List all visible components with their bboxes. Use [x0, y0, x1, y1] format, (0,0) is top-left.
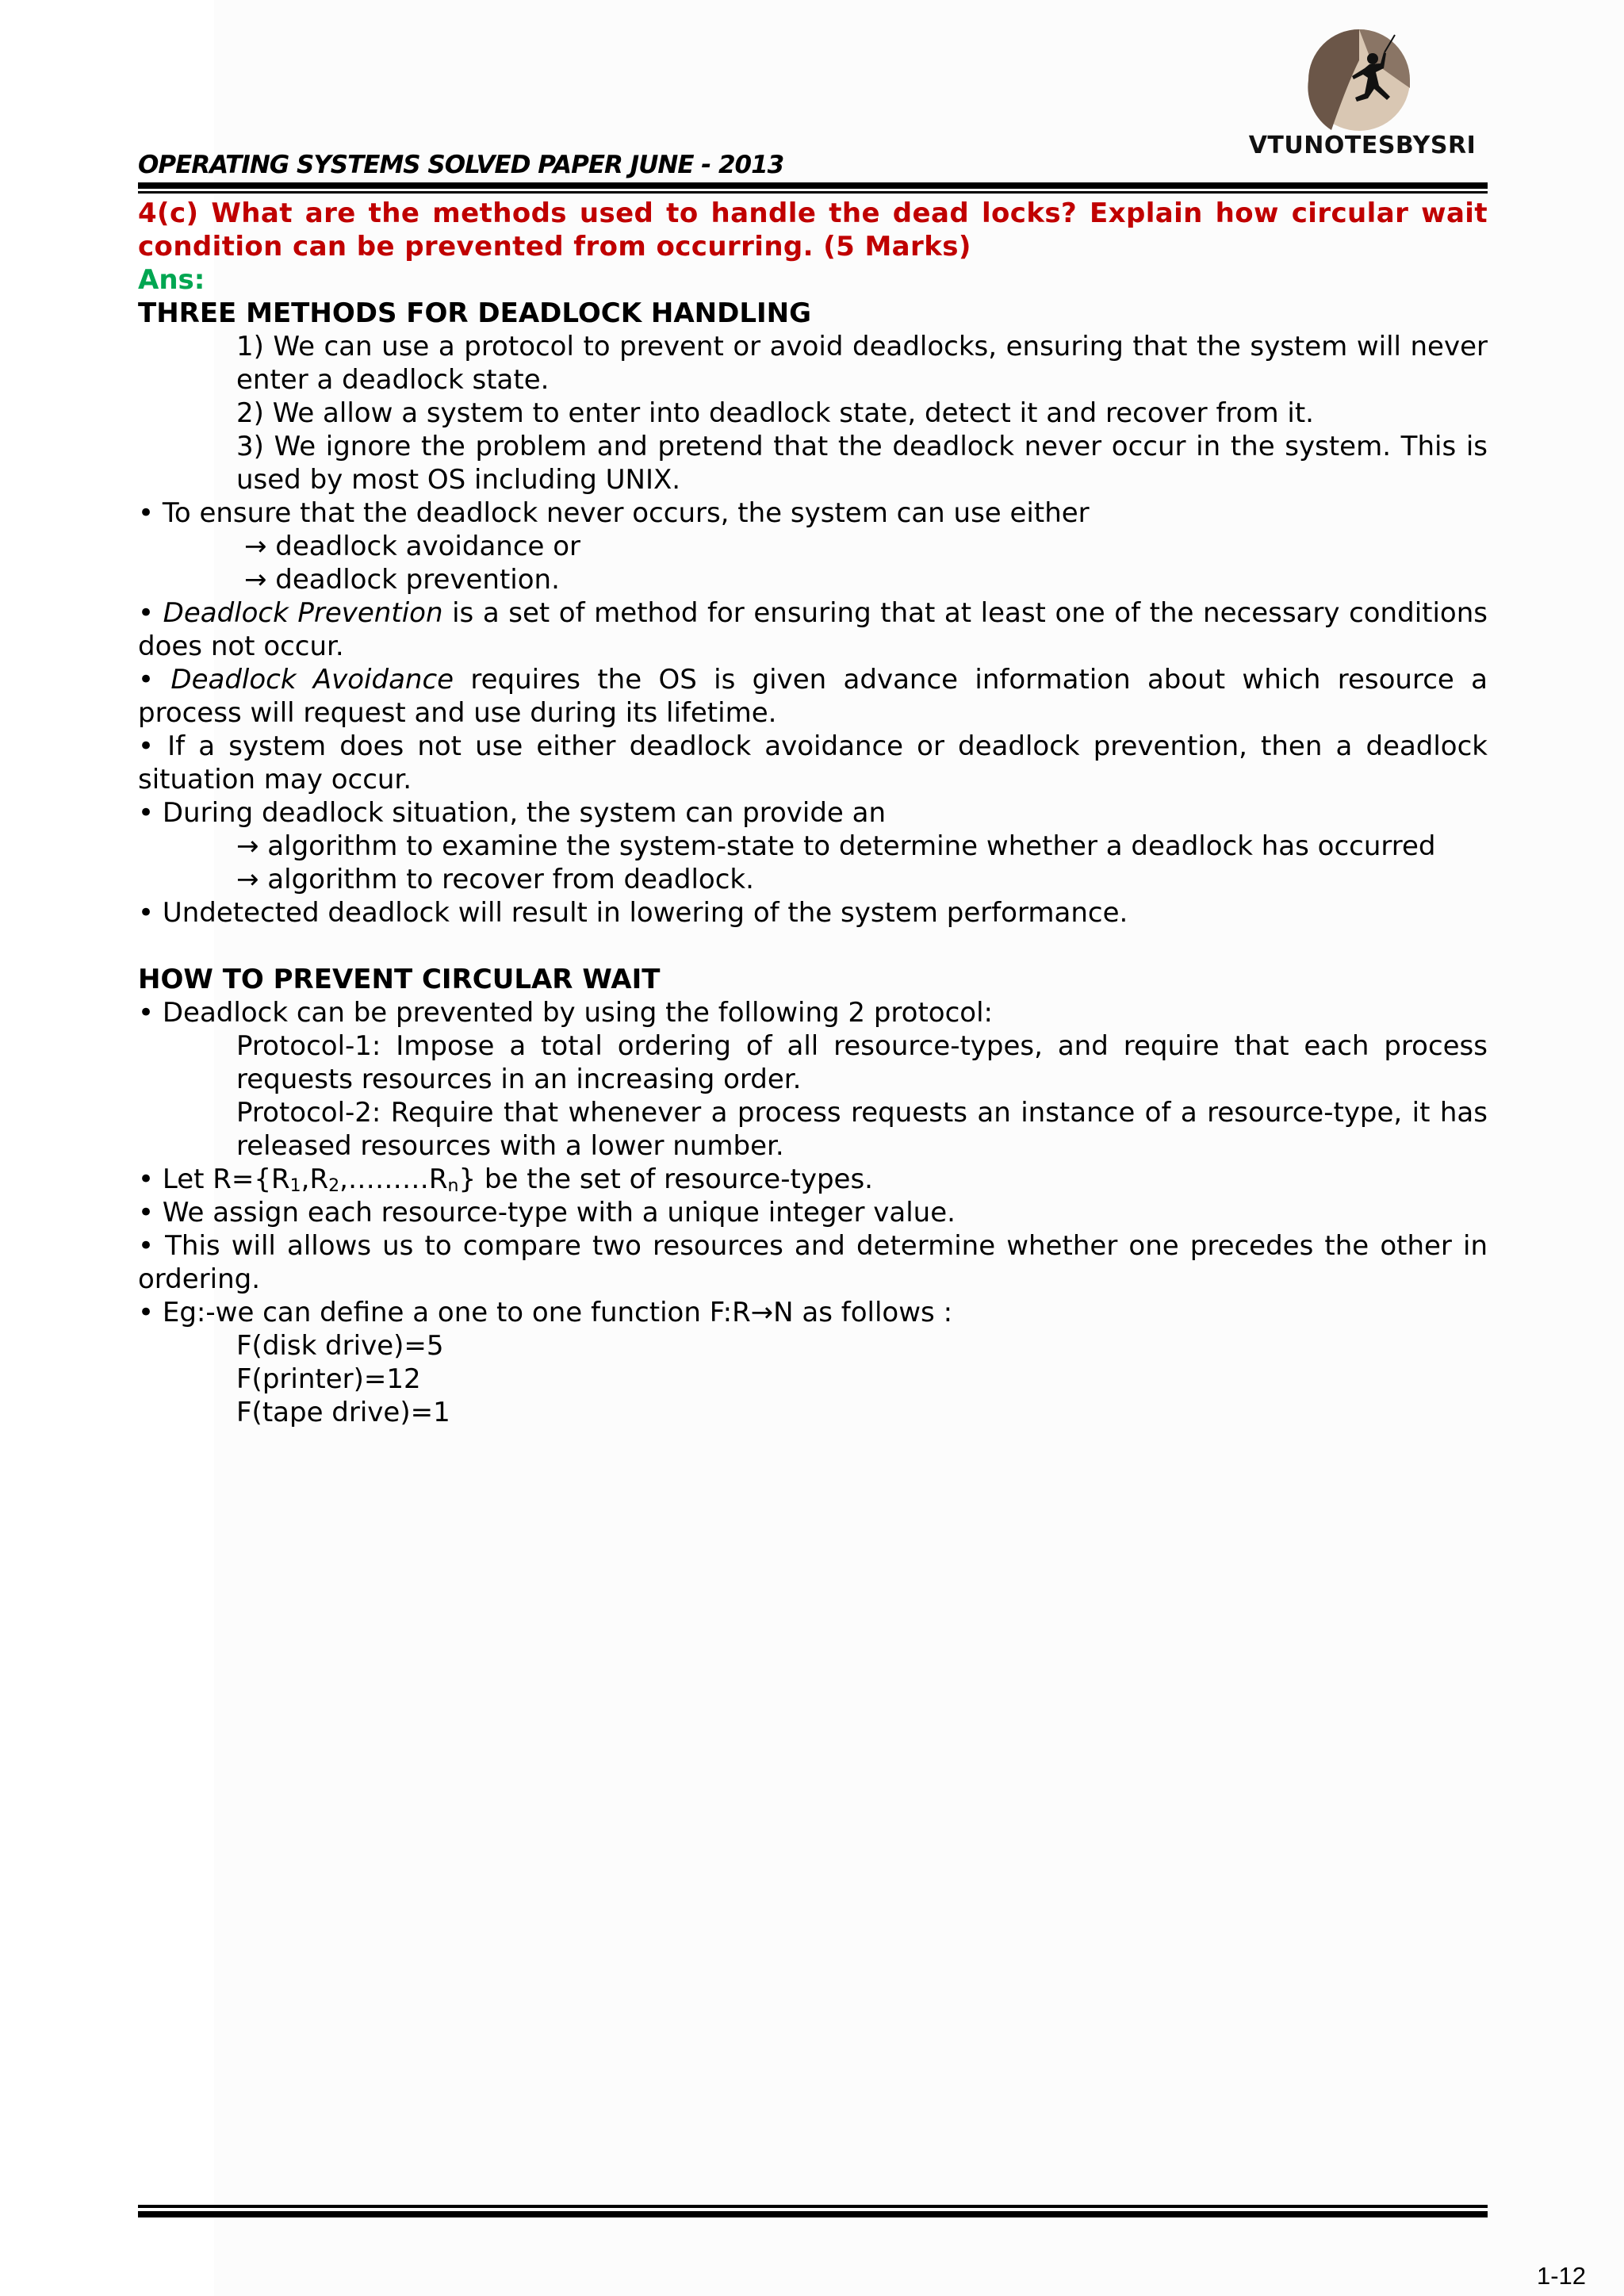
- let-mid-2: ,………R: [339, 1163, 448, 1195]
- header-title: OPERATING SYSTEMS SOLVED PAPER JUNE - 2013: [138, 151, 784, 179]
- bullet-example: • Eg:-we can define a one to one function F:R→N as follows :: [138, 1297, 953, 1328]
- bullet-let-r: [138, 1163, 1488, 1196]
- bullet-during: • During deadlock situation, the system can provide an: [138, 797, 887, 829]
- method-item-3: 3) We ignore the problem and pretend that the deadlock never occur in the system. This is used by most OS including UNIX.: [236, 431, 1488, 496]
- spacer: [138, 930, 1488, 963]
- bullet-avoidance: • Deadlock Avoidance requires the OS is given advance information about which resource a process will request and use during its lifetime.: [138, 664, 1488, 729]
- let-prefix: • Let R={R: [138, 1163, 290, 1195]
- protocol-1: Protocol-1: Impose a total ordering of all resource-types, and require that each process requests resources in an increasing order.: [236, 1030, 1488, 1095]
- term-deadlock-prevention: Deadlock Prevention: [163, 597, 443, 629]
- bullet-compare: • This will allows us to compare two resources and determine whether one precedes the other in ordering.: [138, 1230, 1488, 1295]
- prevention-description: is a set of method for ensuring that at least one of the necessary conditions does not occur.: [138, 597, 1488, 662]
- footer-rule-thin: [138, 2205, 1488, 2208]
- method-item-1: 1) We can use a protocol to prevent or avoid deadlocks, ensuring that the system will never enter a deadlock state.: [236, 331, 1488, 396]
- bullet-ensure: • To ensure that the deadlock never occurs, the system can use either: [138, 497, 1090, 529]
- bullet-protocol: • Deadlock can be prevented by using the following 2 protocol:: [138, 997, 993, 1029]
- function-disk-drive: F(disk drive)=5: [236, 1330, 444, 1362]
- during-option-recover: → algorithm to recover from deadlock.: [236, 864, 754, 895]
- function-tape-drive: F(tape drive)=1: [236, 1397, 450, 1428]
- subscript-2: 2: [328, 1176, 340, 1196]
- bullet-undetected: • Undetected deadlock will result in lowering of the system performance.: [138, 897, 1128, 929]
- document-body: [138, 197, 1488, 1429]
- subscript-n: n: [447, 1176, 459, 1196]
- climber-logo-icon: [1308, 29, 1411, 132]
- header-rule-thick: [138, 182, 1488, 189]
- let-mid-1: ,R: [301, 1163, 329, 1195]
- ensure-option-avoidance: → deadlock avoidance or: [244, 531, 581, 562]
- bullet-assign: • We assign each resource-type with a unique integer value.: [138, 1197, 956, 1228]
- section-heading-methods: THREE METHODS FOR DEADLOCK HANDLING: [138, 297, 812, 329]
- logo: [1243, 24, 1481, 167]
- ensure-option-prevention: → deadlock prevention.: [244, 564, 560, 596]
- protocol-2: Protocol-2: Require that whenever a process requests an instance of a resource-type, it has released resources with a lower number.: [236, 1097, 1488, 1162]
- bullet-if-system: • If a system does not use either deadlock avoidance or deadlock prevention, then a deadlock situation may occur.: [138, 730, 1488, 795]
- method-item-2: 2) We allow a system to enter into deadlock state, detect it and recover from it.: [236, 397, 1314, 429]
- question-text: 4(c) What are the methods used to handle the dead locks? Explain how circular wait condition can be prevented from occurring. (5 Marks): [138, 197, 1488, 263]
- footer-rule-thick: [138, 2211, 1488, 2217]
- subscript-1: 1: [289, 1176, 301, 1196]
- bullet-prevention: • Deadlock Prevention is a set of method for ensuring that at least one of the necessary conditions does not occur.: [138, 597, 1488, 662]
- function-printer: F(printer)=12: [236, 1363, 421, 1395]
- term-deadlock-avoidance: Deadlock Avoidance: [170, 664, 454, 696]
- during-option-examine: → algorithm to examine the system-state to determine whether a deadlock has occurred: [236, 830, 1436, 862]
- page-number: 1-12: [1536, 2262, 1586, 2290]
- logo-text: VTUNOTESBYSRI: [1248, 132, 1477, 159]
- answer-label: Ans:: [138, 264, 205, 296]
- header-rule-thin: [138, 191, 1488, 194]
- section-heading-circular-wait: HOW TO PREVENT CIRCULAR WAIT: [138, 964, 661, 995]
- avoidance-description: requires the OS is given advance information about which resource a process will request and use during its lifetime.: [138, 664, 1488, 729]
- let-suffix: } be the set of resource-types.: [458, 1163, 873, 1195]
